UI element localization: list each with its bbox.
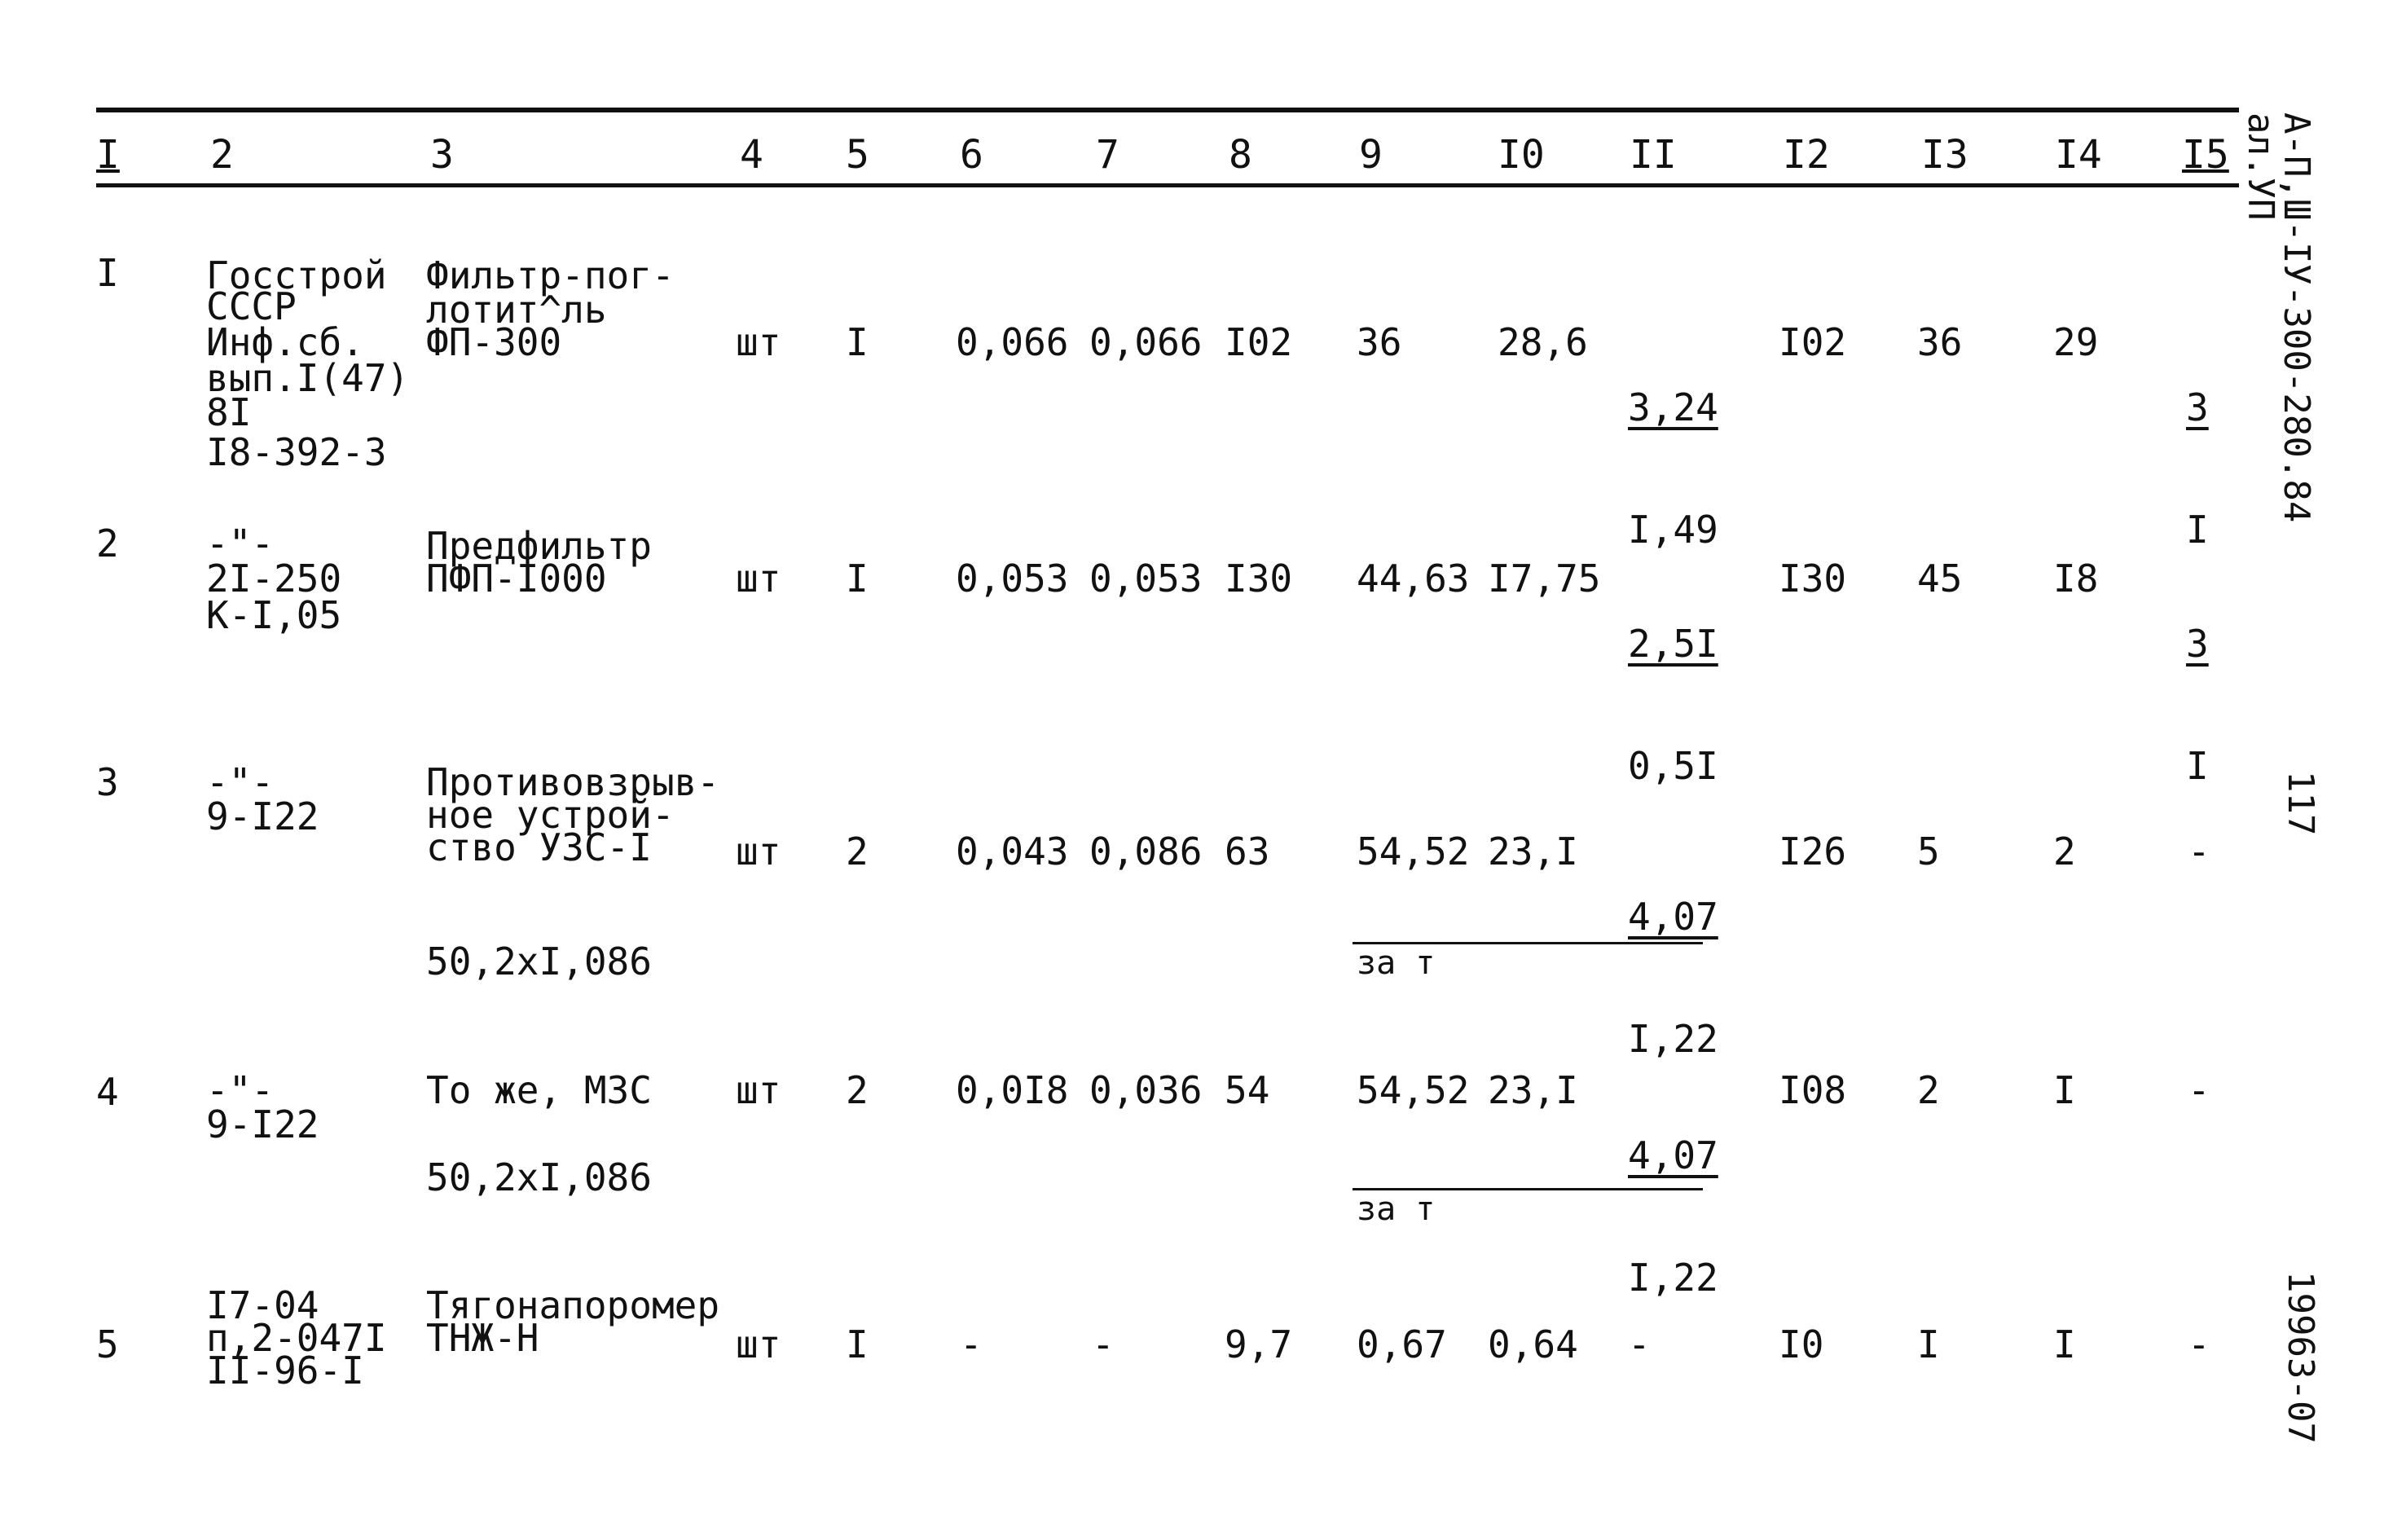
row-qty: 2 xyxy=(846,829,869,873)
row-qty: I xyxy=(846,320,869,364)
row-qty: I xyxy=(846,557,869,601)
fraction-numerator: 3 xyxy=(2186,385,2209,429)
row-source-line: п,2-047I xyxy=(206,1316,387,1360)
top-rule xyxy=(96,108,2239,112)
header-rule xyxy=(96,183,2239,187)
row-source-line: -"- xyxy=(206,1068,275,1112)
fraction-numerator: 3,24 xyxy=(1628,385,1718,429)
row-col9: 0,67 xyxy=(1357,1322,1447,1366)
row-source-line: I7-04 xyxy=(206,1283,319,1327)
header-col-15: I5 xyxy=(2182,132,2229,178)
row-source-line: 9-I22 xyxy=(206,1102,319,1146)
side-label-middle: 117 xyxy=(2280,771,2321,836)
row-source-line: 8I xyxy=(206,390,252,434)
header-col-11: II xyxy=(1630,132,1677,178)
side-label-top-sub: ал.УП xyxy=(2240,112,2281,221)
row-col10: 28,6 xyxy=(1498,320,1588,364)
row-name-line: Тягонапоромер xyxy=(426,1283,720,1327)
row-col14: 2 xyxy=(2053,829,2076,873)
row-col7: - xyxy=(1092,1322,1115,1366)
row-col8: 63 xyxy=(1225,829,1270,873)
header-col-10: I0 xyxy=(1498,132,1545,178)
row-col6: - xyxy=(960,1322,983,1366)
row-col7: 0,086 xyxy=(1089,829,1203,873)
row-name-line: ТНЖ-Н xyxy=(426,1316,539,1360)
row-number: I xyxy=(96,251,119,295)
fraction-denominator: I,22 xyxy=(1628,1017,1718,1061)
row-col10: 0,64 xyxy=(1488,1322,1578,1366)
header-col-8: 8 xyxy=(1229,132,1252,178)
row-source-line: Инф.сб. xyxy=(206,320,364,364)
header-col-13: I3 xyxy=(1921,132,1968,178)
fraction-numerator: 2,5I xyxy=(1628,622,1718,666)
row-dimensions: 50,2хI,086 xyxy=(426,939,652,983)
side-label-top: А-П,Ш-IУ-300-280.84 xyxy=(2276,112,2317,523)
row-source-line: 9-I22 xyxy=(206,794,319,838)
row-col13: 2 xyxy=(1917,1068,1940,1112)
per-ton-label: за т xyxy=(1357,1190,1436,1228)
header-col-12: I2 xyxy=(1783,132,1830,178)
fraction-denominator: 0,5I xyxy=(1628,744,1718,788)
row-col14: I8 xyxy=(2053,557,2099,601)
row-source-line: СССР xyxy=(206,284,297,328)
fraction-denominator: I,22 xyxy=(1628,1256,1718,1300)
row-name-line: ство УЗС-I xyxy=(426,825,652,869)
row-col13: 45 xyxy=(1917,557,1963,601)
fraction-numerator: 4,07 xyxy=(1628,895,1718,939)
row-name-line: ФП-300 xyxy=(426,320,562,364)
header-col-4: 4 xyxy=(740,132,763,178)
row-col15-fraction xyxy=(2186,562,2321,847)
row-col12: I26 xyxy=(1779,829,1847,873)
row-col6: 0,0I8 xyxy=(956,1068,1069,1112)
fraction-denominator: I,49 xyxy=(1628,508,1718,552)
row-unit: шт xyxy=(736,320,781,364)
row-qty: I xyxy=(846,1322,869,1366)
row-source-line: I8-392-3 xyxy=(206,430,387,474)
row-col11-fraction xyxy=(1628,562,1763,847)
row-col15: - xyxy=(2188,829,2210,873)
row-col14: I xyxy=(2053,1068,2076,1112)
row-unit: шт xyxy=(736,1322,781,1366)
row-col10: 23,I xyxy=(1488,829,1578,873)
row-number: 4 xyxy=(96,1070,119,1114)
row-source-line: Госстрой xyxy=(206,253,387,297)
row-col7: 0,036 xyxy=(1089,1068,1203,1112)
row-name-line: То же, МЗС xyxy=(426,1068,652,1112)
header-col-1: I xyxy=(96,132,120,178)
row-col10: 23,I xyxy=(1488,1068,1578,1112)
row-source-line: вып.I(47) xyxy=(206,356,410,400)
row-col9: 54,52 xyxy=(1357,829,1470,873)
row-col12: I08 xyxy=(1779,1068,1847,1112)
row-col6: 0,043 xyxy=(956,829,1069,873)
row-unit: шт xyxy=(736,557,781,601)
header-col-6: 6 xyxy=(960,132,983,178)
row-source-line: 2I-250 xyxy=(206,557,342,601)
row-source-line: К-I,05 xyxy=(206,593,342,637)
header-col-2: 2 xyxy=(210,132,234,178)
row-col13: I xyxy=(1917,1322,1940,1366)
row-col12: I0 xyxy=(1779,1322,1824,1366)
row-name-line: Предфильтр xyxy=(426,524,652,568)
row-col9: 54,52 xyxy=(1357,1068,1470,1112)
row-col8: I02 xyxy=(1225,320,1293,364)
row-col11: - xyxy=(1628,1322,1651,1366)
row-col10: I7,75 xyxy=(1488,557,1601,601)
row-name-line: ПФП-I000 xyxy=(426,557,607,601)
row-col6: 0,053 xyxy=(956,557,1069,601)
row-col12: I02 xyxy=(1779,320,1847,364)
fraction-numerator: 4,07 xyxy=(1628,1133,1718,1177)
row-dimensions: 50,2хI,086 xyxy=(426,1155,652,1199)
row-name-line: лотит^ль xyxy=(426,288,607,332)
row-col9: 44,63 xyxy=(1357,557,1470,601)
row-col7: 0,066 xyxy=(1089,320,1203,364)
row-col8: 54 xyxy=(1225,1068,1270,1112)
row-number: 3 xyxy=(96,760,119,804)
row-unit: шт xyxy=(736,829,781,873)
fraction-denominator: I xyxy=(2186,744,2209,788)
row-col8: 9,7 xyxy=(1225,1322,1293,1366)
header-col-5: 5 xyxy=(846,132,869,178)
row-name-line: ное устрой- xyxy=(426,793,675,837)
header-col-7: 7 xyxy=(1096,132,1119,178)
row-col13: 36 xyxy=(1917,320,1963,364)
per-ton-label: за т xyxy=(1357,944,1436,982)
row-source-line: II-96-I xyxy=(206,1349,364,1393)
row-col7: 0,053 xyxy=(1089,557,1203,601)
side-label-bottom: 19963-07 xyxy=(2280,1271,2321,1444)
row-col11-fraction xyxy=(1628,1074,1763,1366)
fraction-numerator: 3 xyxy=(2186,622,2209,666)
row-col13: 5 xyxy=(1917,829,1940,873)
row-col14: 29 xyxy=(2053,320,2099,364)
header-col-9: 9 xyxy=(1359,132,1383,178)
header-col-3: 3 xyxy=(430,132,454,178)
row-name-line: Противовзрыв- xyxy=(426,760,720,804)
row-col14: I xyxy=(2053,1322,2076,1366)
row-col9: 36 xyxy=(1357,320,1402,364)
row-source-line: -"- xyxy=(206,760,275,804)
row-name-line: Фильтр-пог- xyxy=(426,253,675,297)
row-qty: 2 xyxy=(846,1068,869,1112)
row-col6: 0,066 xyxy=(956,320,1069,364)
row-col12: I30 xyxy=(1779,557,1847,601)
row-col8: I30 xyxy=(1225,557,1293,601)
fraction-denominator: I xyxy=(2186,508,2209,552)
row-number: 5 xyxy=(96,1322,119,1366)
row-col15: - xyxy=(2188,1068,2210,1112)
header-col-14: I4 xyxy=(2055,132,2102,178)
row-source-line: -"- xyxy=(206,521,275,565)
row-col15: - xyxy=(2188,1322,2210,1366)
row-unit: шт xyxy=(736,1068,781,1112)
row-number: 2 xyxy=(96,521,119,565)
